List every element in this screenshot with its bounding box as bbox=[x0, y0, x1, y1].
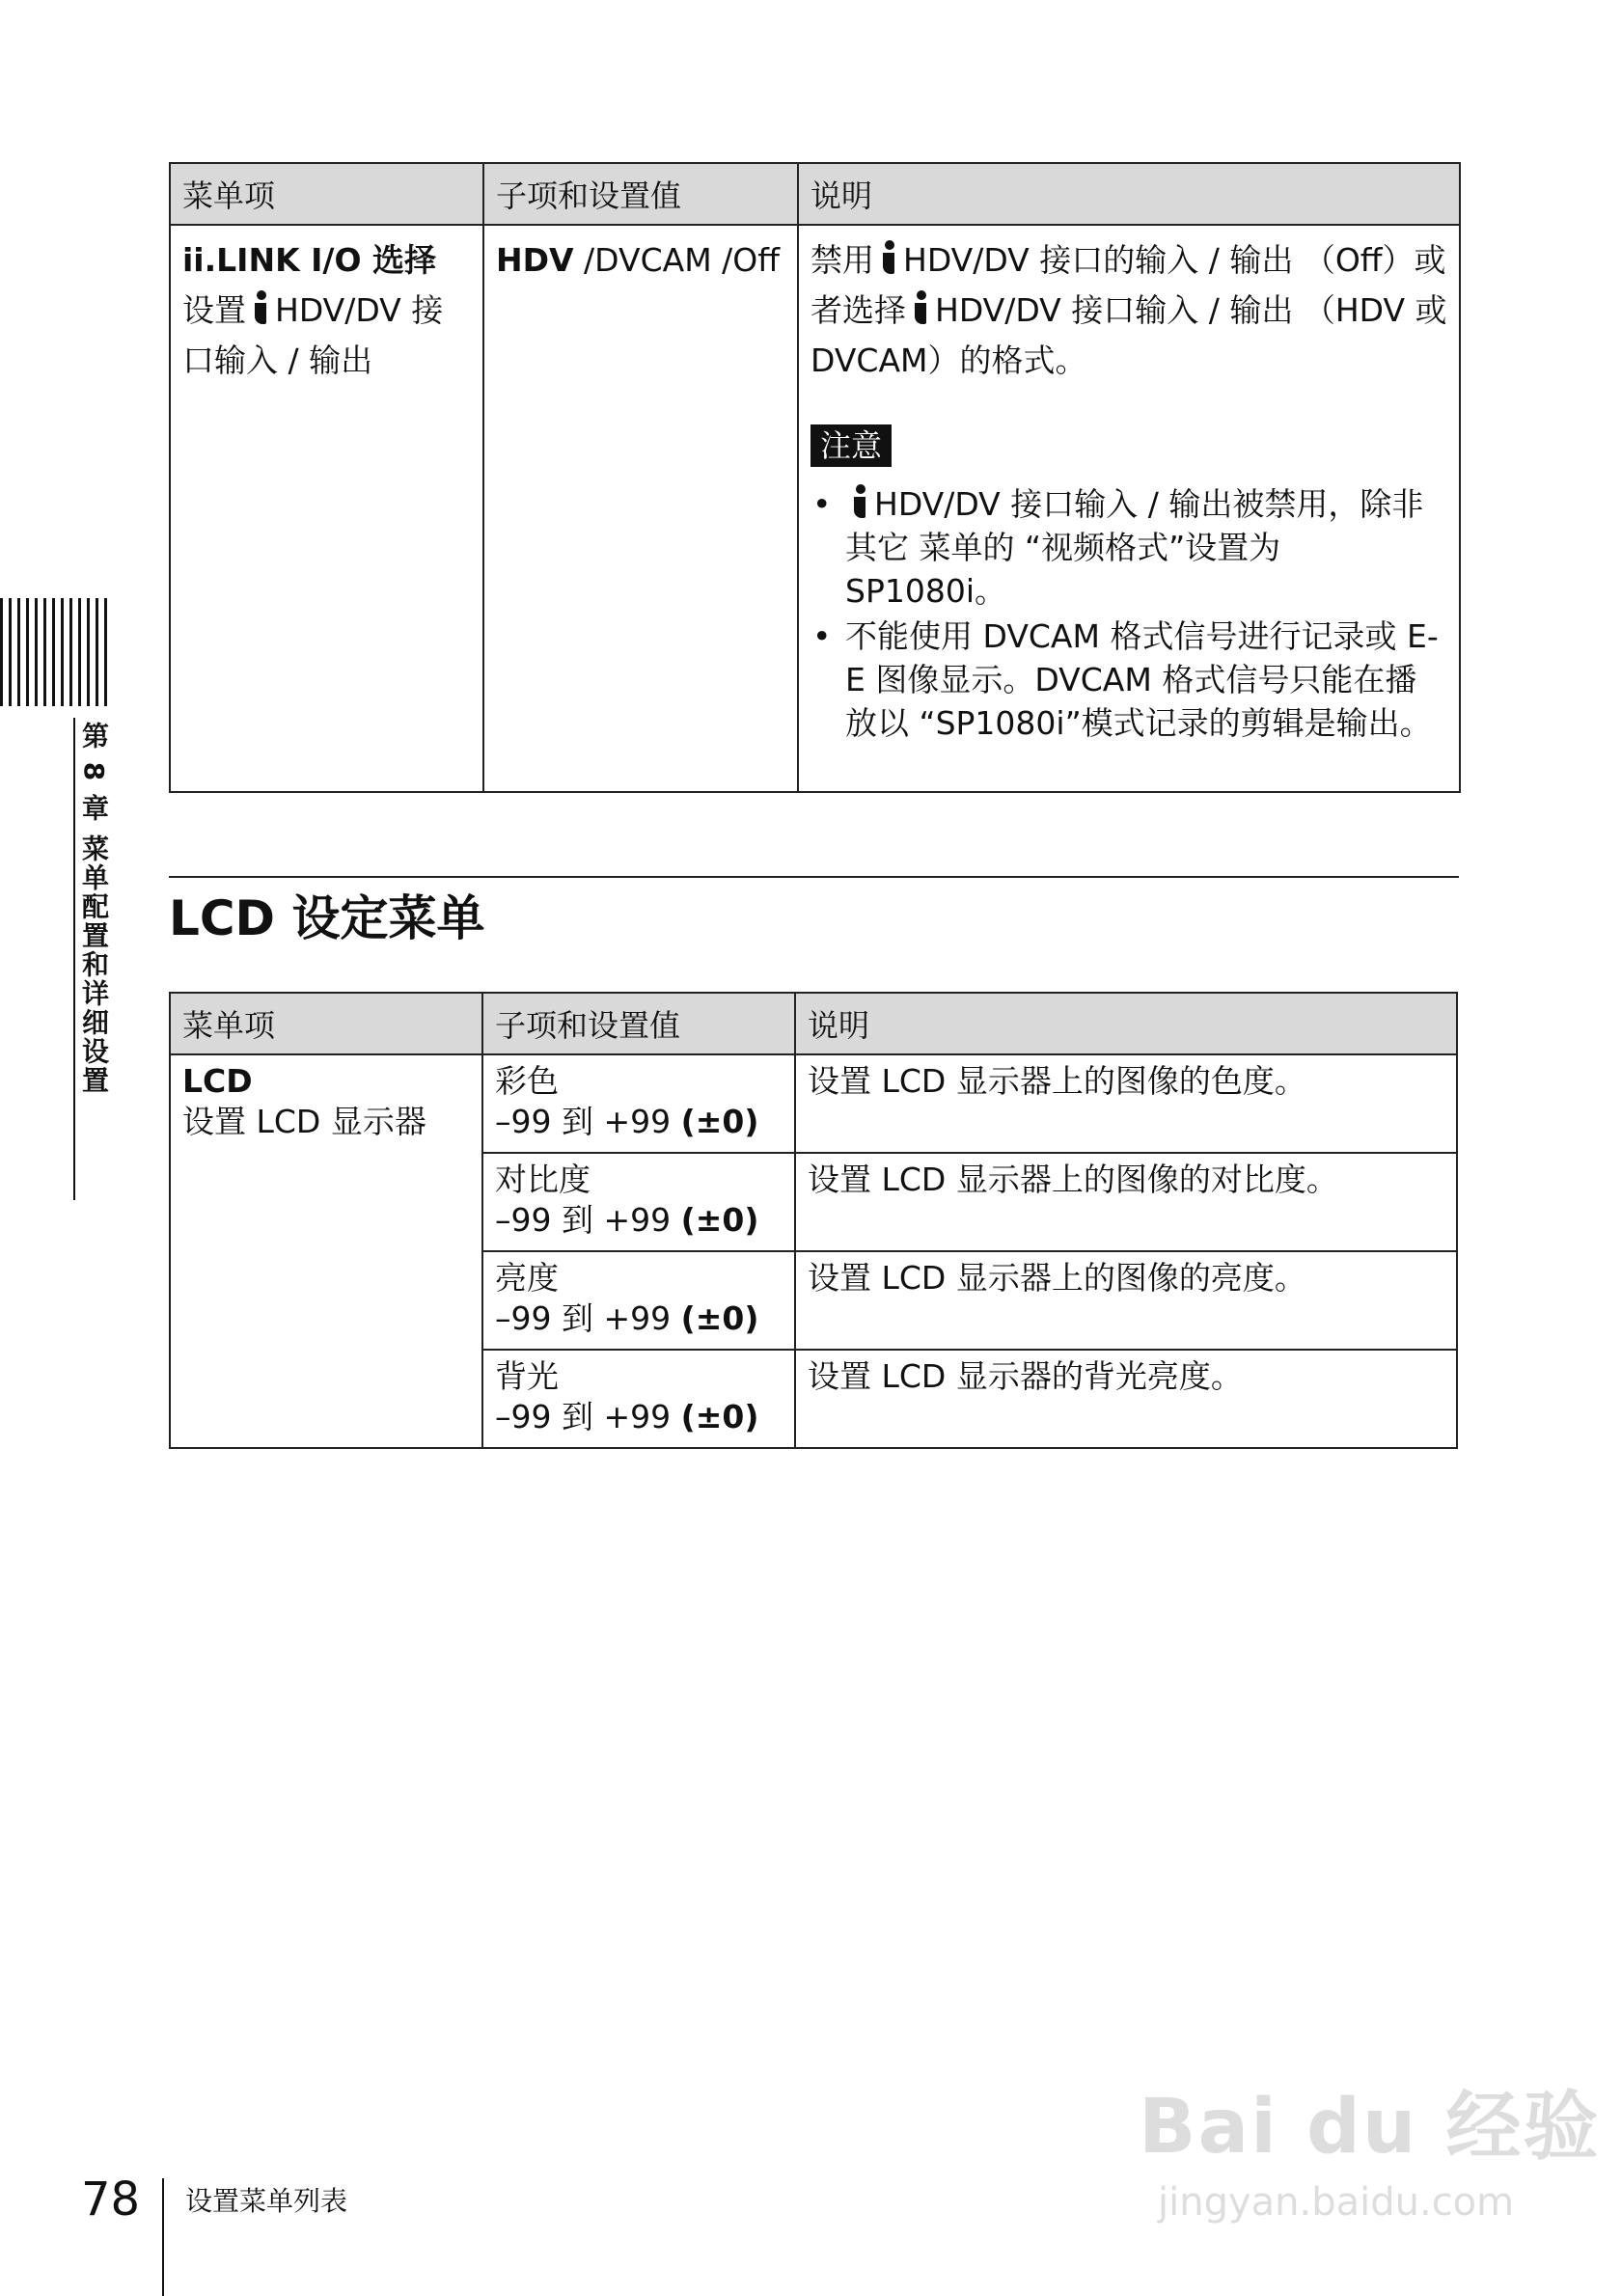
range-text: –99 到 +99 bbox=[495, 1299, 672, 1337]
menu-item-desc-pre: 设置 bbox=[182, 291, 246, 329]
menu-item-title: ii.LINK I/O 选择 bbox=[182, 241, 437, 279]
sub-item-desc: 设置 LCD 显示器的背光亮度。 bbox=[795, 1350, 1457, 1448]
note-item: • 不能使用 DVCAM 格式信号进行记录或 E-E 图像显示。DVCAM 格式信号只能在播放以 “SP1080i”模式记录的剪辑是输出。 bbox=[812, 617, 1439, 742]
header-description: 说明 bbox=[795, 993, 1457, 1054]
value-options: /DVCAM /Off bbox=[573, 241, 780, 279]
menu-item-desc: 设置 LCD 显示器 bbox=[182, 1103, 426, 1140]
chapter-tab-label: 第 8 章 菜单配置和详细设置 bbox=[78, 722, 110, 1095]
note-text-1: HDV/DV 接口输入 / 输出被禁用，除非 其它 菜单的 “视频格式”设置为 SP1080i。 bbox=[845, 485, 1424, 610]
desc-part-1: 禁用 bbox=[810, 241, 874, 279]
note-badge: 注意 bbox=[810, 424, 892, 467]
sub-item-name: 亮度 bbox=[495, 1259, 559, 1297]
lcd-menu-table bbox=[169, 992, 1458, 1449]
sub-item-range bbox=[495, 1298, 783, 1339]
menu-item-desc-post: HDV/DV 接口输入 / 输出 bbox=[182, 291, 444, 379]
sub-item-range bbox=[495, 1102, 783, 1142]
sub-item-name: 背光 bbox=[495, 1357, 559, 1395]
i-link-icon bbox=[910, 290, 931, 327]
range-text: –99 到 +99 bbox=[495, 1201, 672, 1239]
default-value: (±0) bbox=[680, 1299, 759, 1337]
header-sub-item: 子项和设置值 bbox=[482, 993, 795, 1054]
desc-part-2: HDV/DV 接口的输入 / 输出 （Off）或者选择 bbox=[810, 241, 1446, 329]
menu-item-desc bbox=[182, 286, 471, 386]
sub-item-cell bbox=[482, 1350, 795, 1448]
sub-item-desc: 设置 LCD 显示器上的图像的色度。 bbox=[795, 1054, 1457, 1153]
footer-divider bbox=[162, 2178, 164, 2296]
table-header-row bbox=[170, 993, 1457, 1054]
values-cell bbox=[483, 225, 798, 792]
note-list bbox=[810, 482, 1447, 745]
header-sub-item: 子项和设置值 bbox=[483, 163, 798, 225]
table-row bbox=[170, 225, 1460, 792]
page-number: 78 bbox=[81, 2173, 141, 2227]
i-link-icon bbox=[250, 290, 271, 327]
i-link-icon bbox=[849, 484, 870, 521]
desc-part-3: HDV/DV 接口输入 / 输出 （HDV 或 DVCAM）的格式。 bbox=[810, 291, 1447, 379]
default-value: (±0) bbox=[680, 1201, 759, 1239]
ilink-menu-table bbox=[169, 162, 1461, 793]
table-header-row bbox=[170, 163, 1460, 225]
header-menu-item: 菜单项 bbox=[170, 993, 482, 1054]
range-text: –99 到 +99 bbox=[495, 1398, 672, 1435]
i-link-icon bbox=[878, 240, 899, 277]
section-divider bbox=[169, 876, 1459, 878]
section-title: LCD 设定菜单 bbox=[169, 890, 485, 946]
header-description: 说明 bbox=[798, 163, 1460, 225]
sub-item-desc: 设置 LCD 显示器上的图像的亮度。 bbox=[795, 1251, 1457, 1350]
sub-item-cell bbox=[482, 1251, 795, 1350]
sub-item-range bbox=[495, 1397, 783, 1437]
default-value: (±0) bbox=[680, 1103, 759, 1140]
range-text: –99 到 +99 bbox=[495, 1103, 672, 1140]
note-text-2: 不能使用 DVCAM 格式信号进行记录或 E-E 图像显示。DVCAM 格式信号只能在播放以 “SP1080i”模式记录的剪辑是输出。 bbox=[845, 617, 1439, 742]
menu-item-title: LCD bbox=[182, 1062, 253, 1100]
sub-item-name: 对比度 bbox=[495, 1161, 591, 1198]
menu-item-cell bbox=[170, 225, 483, 792]
chapter-tab-stripes bbox=[0, 598, 108, 706]
description-text bbox=[810, 235, 1447, 386]
watermark-main: Bai du 经验 bbox=[1139, 2084, 1601, 2171]
table-row bbox=[170, 1054, 1457, 1153]
sub-item-name: 彩色 bbox=[495, 1062, 559, 1100]
sub-item-desc: 设置 LCD 显示器上的图像的对比度。 bbox=[795, 1153, 1457, 1251]
value-default: HDV bbox=[496, 241, 574, 279]
menu-item-cell bbox=[170, 1054, 482, 1448]
watermark-url: jingyan.baidu.com bbox=[1158, 2180, 1515, 2225]
sub-item-range bbox=[495, 1200, 783, 1241]
default-value: (±0) bbox=[680, 1398, 759, 1435]
description-cell bbox=[798, 225, 1460, 792]
note-item: • HDV/DV 接口输入 / 输出被禁用，除非 其它 菜单的 “视频格式”设置为 SP1080i。 bbox=[812, 485, 1424, 610]
sub-item-cell bbox=[482, 1054, 795, 1153]
sub-item-cell bbox=[482, 1153, 795, 1251]
chapter-tab-line bbox=[73, 718, 75, 1200]
header-menu-item: 菜单项 bbox=[170, 163, 483, 225]
footer-title: 设置菜单列表 bbox=[185, 2185, 348, 2217]
